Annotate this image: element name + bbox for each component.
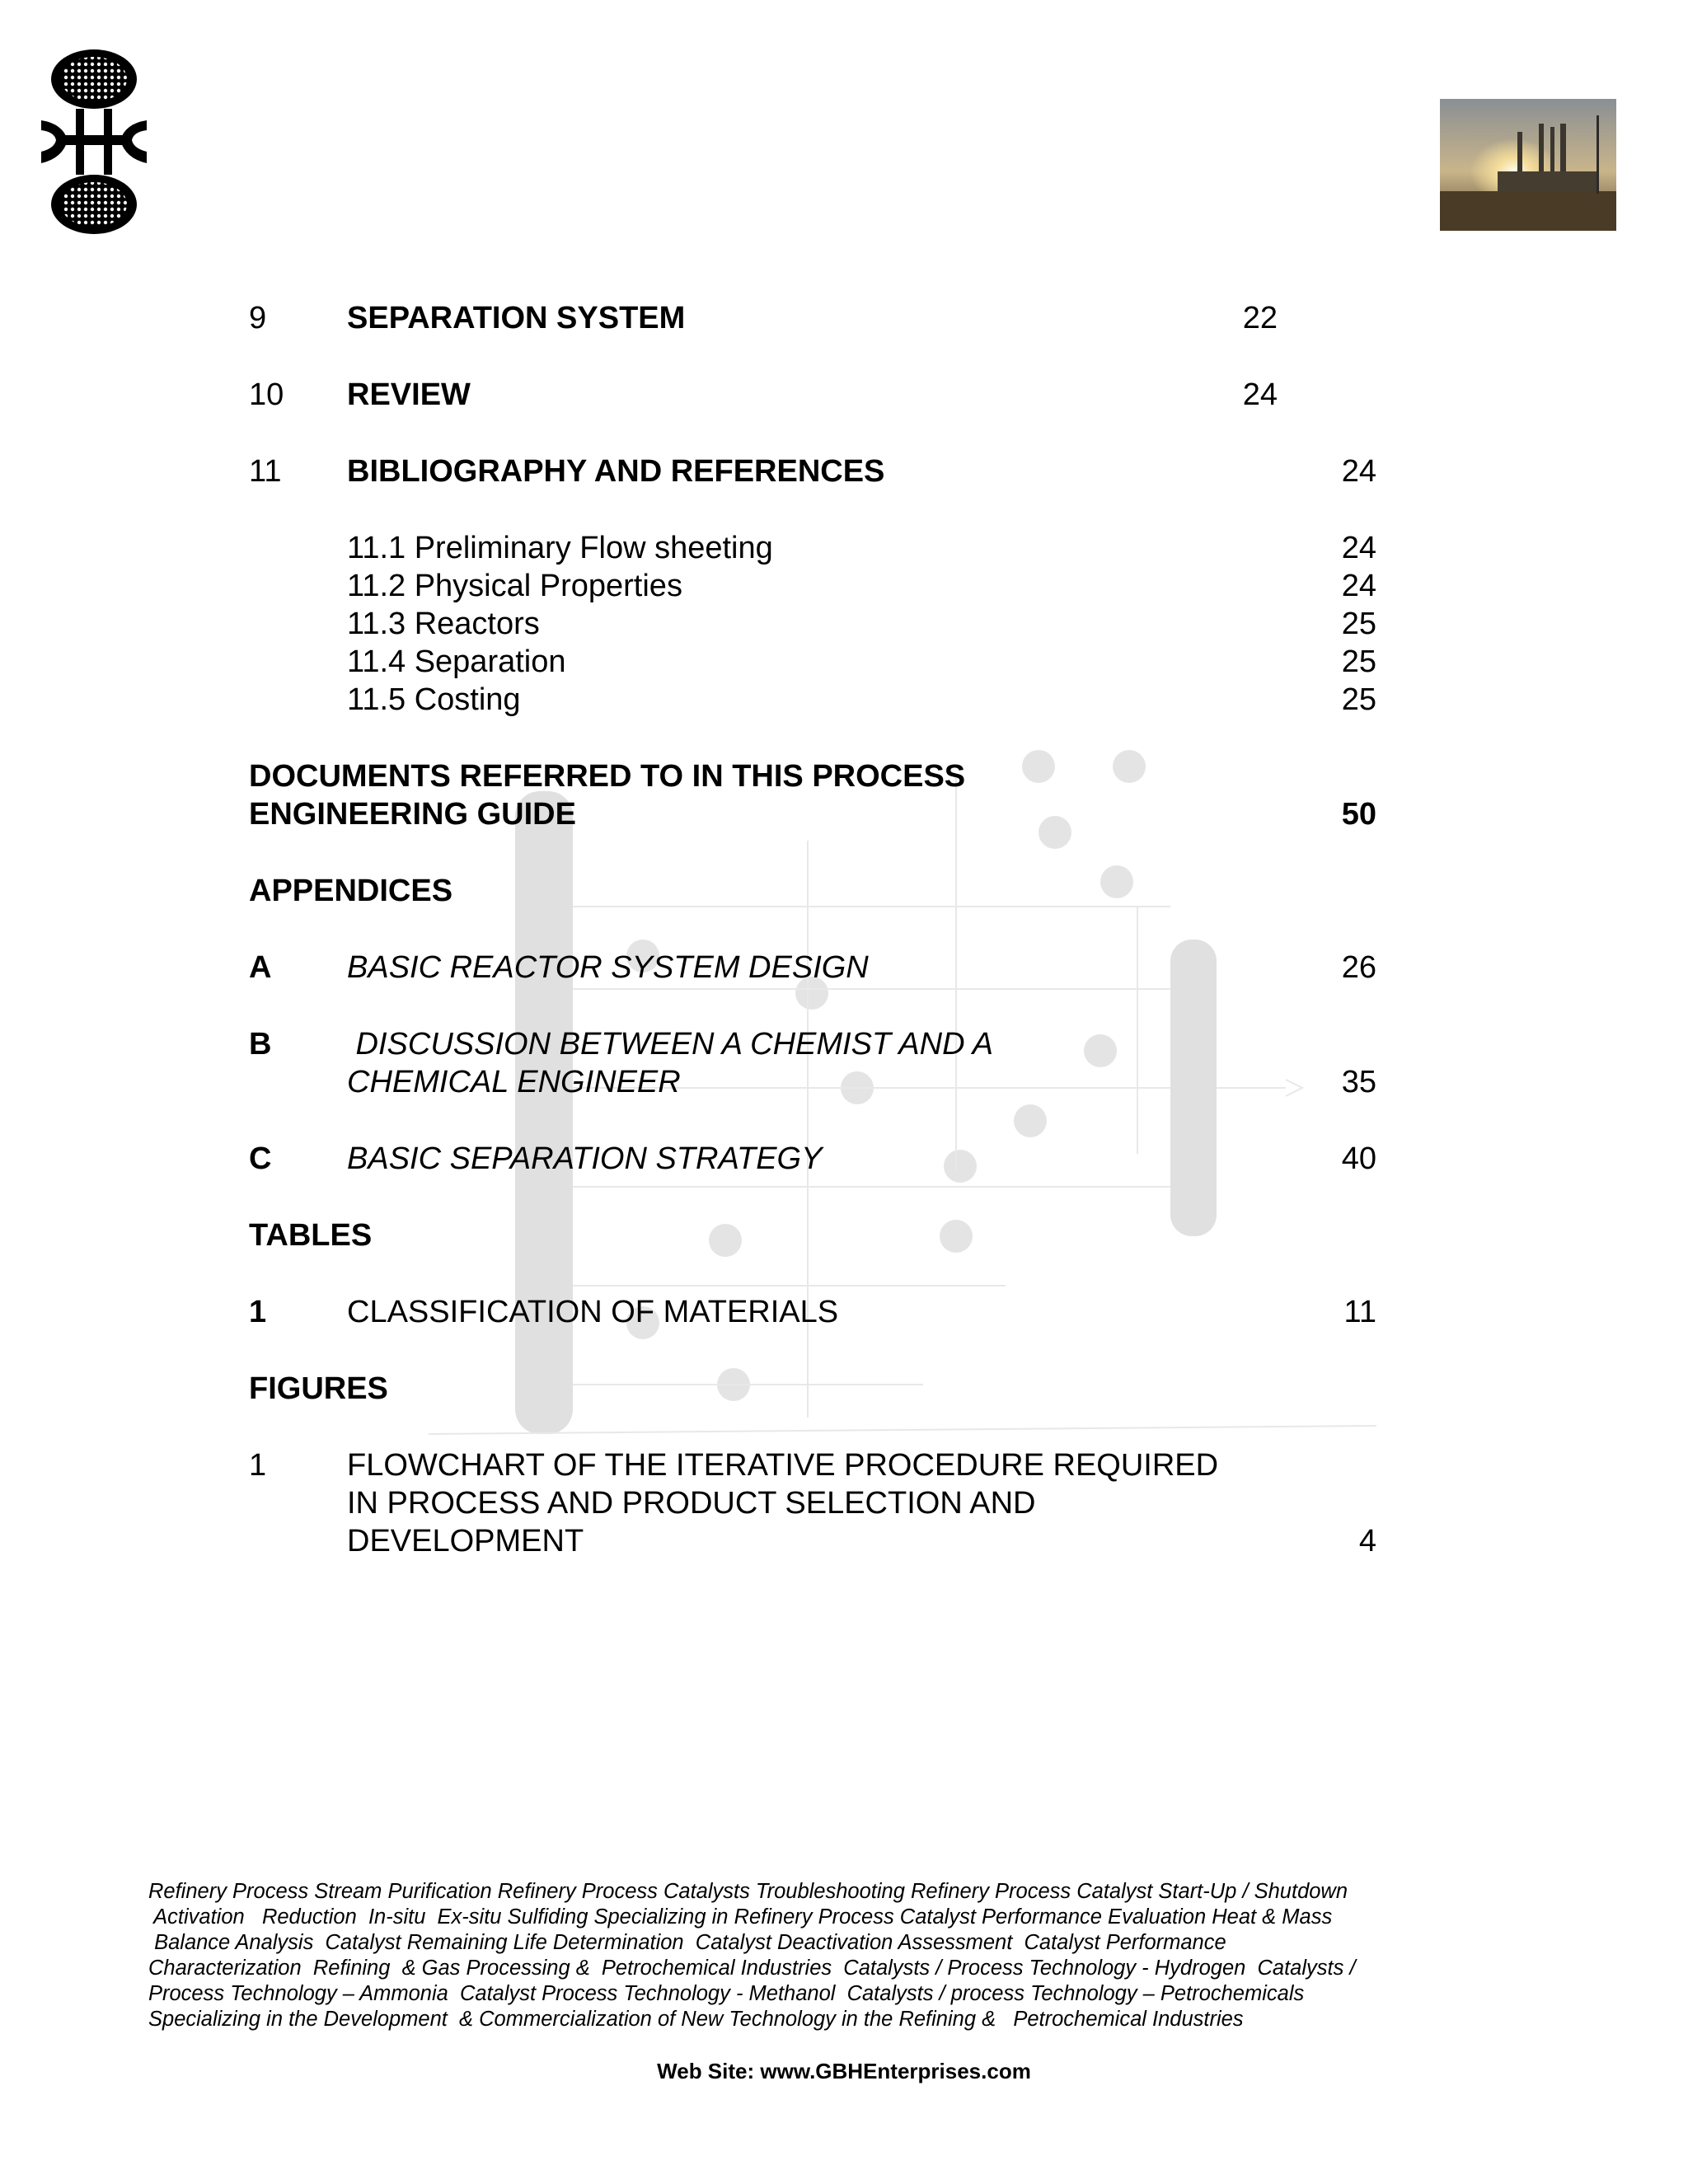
subsection-title: 11.5 Costing [347, 682, 521, 717]
subsection-title: 11.1 Preliminary Flow sheeting [347, 531, 773, 565]
figure-page: 4 [1358, 1524, 1376, 1558]
footer-services-text [148, 1879, 1451, 2032]
section-title: REVIEW [347, 377, 471, 412]
appendix-page: 40 [1341, 1141, 1376, 1176]
refinery-photo [1440, 99, 1616, 231]
section-page: 22 [1242, 301, 1278, 335]
appendix-letter: A [249, 950, 272, 985]
section-title: BIBLIOGRAPHY AND REFERENCES [347, 454, 885, 489]
subsection-page: 25 [1341, 607, 1376, 641]
figure-title-line1: FLOWCHART OF THE ITERATIVE PROCEDURE REQUIRED [347, 1448, 1219, 1483]
footer-line: Characterization Refining & Gas Processing & Petrochemical Industries Catalysts / Process Technology - Hydrogen Catalysts / [148, 1957, 1356, 1980]
footer-line: Activation Reduction In-situ Ex-situ Sulfiding Specializing in Refinery Process Catalyst Performance Evaluation Heat & Mass [148, 1905, 1333, 1929]
appendix-title: BASIC REACTOR SYSTEM DESIGN [347, 950, 869, 985]
documents-heading-line1: DOCUMENTS REFERRED TO IN THIS PROCESS [249, 759, 966, 794]
documents-heading-line2: ENGINEERING GUIDE [249, 797, 576, 832]
footer-website-link[interactable]: Web Site: www.GBHEnterprises.com [657, 2059, 1031, 2083]
appendices-heading: APPENDICES [249, 874, 453, 908]
gbh-logo-icon [36, 48, 152, 234]
tables-heading: TABLES [249, 1218, 373, 1253]
section-number: 11 [249, 454, 282, 489]
appendix-title-line1: DISCUSSION BETWEEN A CHEMIST AND A [347, 1027, 994, 1062]
subsection-title: 11.4 Separation [347, 644, 566, 679]
footer-line: Refinery Process Stream Purification Refinery Process Catalysts Troubleshooting Refinery Process Catalyst Start-Up / Shutdown [148, 1880, 1348, 1903]
section-number: 9 [249, 301, 267, 335]
table-title: CLASSIFICATION OF MATERIALS [347, 1295, 839, 1329]
subsection-page: 25 [1341, 682, 1376, 717]
figures-heading: FIGURES [249, 1371, 388, 1406]
appendix-title-line2: CHEMICAL ENGINEER [347, 1065, 681, 1099]
section-page: 24 [1341, 454, 1376, 489]
table-page: 11 [1343, 1295, 1376, 1329]
appendix-letter: B [249, 1027, 272, 1062]
footer-line: Process Technology – Ammonia Catalyst Process Technology - Methanol Catalysts / process Technology – Petrochemicals [148, 1982, 1305, 2005]
table-number: 1 [249, 1295, 267, 1329]
subsection-page: 24 [1341, 531, 1376, 565]
documents-page: 50 [1341, 797, 1376, 832]
appendix-letter: C [249, 1141, 272, 1176]
figure-title-line3: DEVELOPMENT [347, 1524, 584, 1558]
figure-title-line2: IN PROCESS AND PRODUCT SELECTION AND [347, 1486, 1036, 1521]
subsection-page: 25 [1341, 644, 1376, 679]
section-number: 10 [249, 377, 284, 412]
figure-number: 1 [249, 1448, 267, 1483]
subsection-page: 24 [1341, 569, 1376, 603]
subsection-title: 11.3 Reactors [347, 607, 540, 641]
footer-line: Balance Analysis Catalyst Remaining Life Determination Catalyst Deactivation Assessment Catalyst Performance [148, 1931, 1226, 1954]
appendix-page: 26 [1341, 950, 1376, 985]
appendix-page: 35 [1341, 1065, 1376, 1099]
appendix-title: BASIC SEPARATION STRATEGY [347, 1141, 823, 1176]
refinery-flow-diagram-watermark [429, 742, 1376, 1467]
section-page: 24 [1242, 377, 1278, 412]
footer-line: Specializing in the Development & Commercialization of New Technology in the Refining & Petrochemical Industries [148, 2008, 1244, 2031]
subsection-title: 11.2 Physical Properties [347, 569, 682, 603]
section-title: SEPARATION SYSTEM [347, 301, 686, 335]
